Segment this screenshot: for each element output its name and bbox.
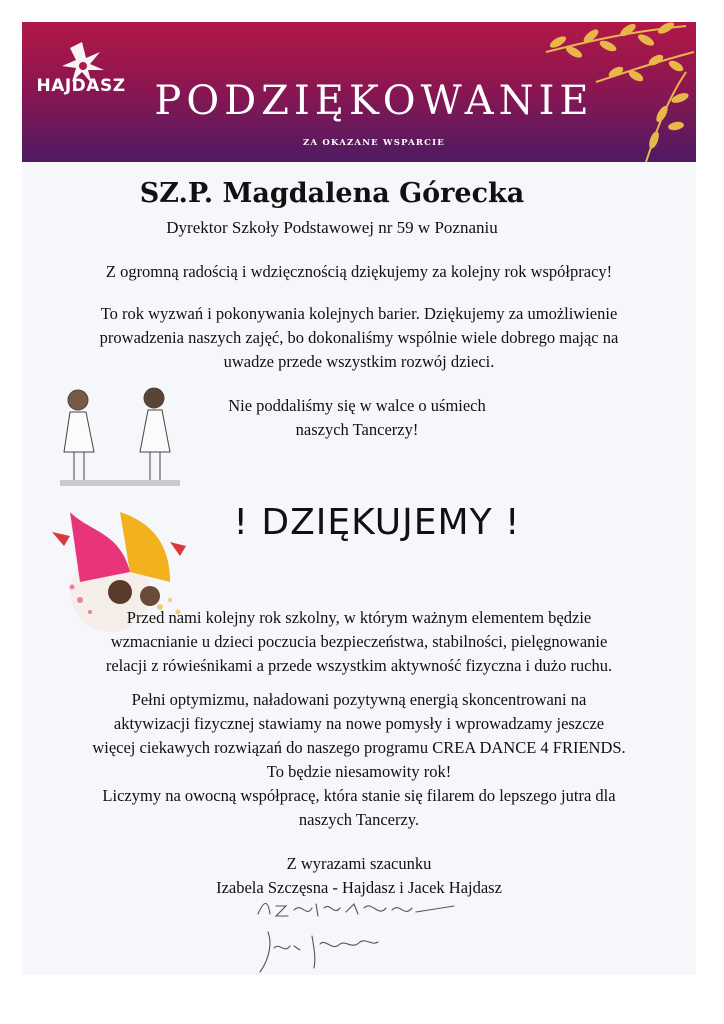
- paragraph-2: [42, 302, 676, 374]
- text-line: więcej ciekawych rozwiązań do naszego programu CREA DANCE 4 FRIENDS.: [92, 738, 626, 757]
- text-line: Przed nami kolejny rok szkolny, w którym ważnym elementem będzie: [126, 608, 592, 627]
- text-line: uwadze przede wszystkim rozwój dzieci.: [223, 352, 495, 371]
- recipient-role: Dyrektor Szkoły Podstawowej nr 59 w Poznaniu: [166, 218, 498, 237]
- text-line: aktywizacji fizycznej stawiamy na nowe pomysły i wprowadzamy jeszcze: [113, 714, 605, 733]
- text-line: naszych Tancerzy!: [295, 420, 419, 439]
- text-line: prowadzenia naszych zajęć, bo dokonaliśmy wspólnie wiele dobrego mając na: [99, 328, 619, 347]
- closing: [142, 852, 576, 900]
- paragraph-5: [42, 688, 676, 832]
- paragraph-1: [42, 260, 676, 284]
- thanks-heading: ! DZIĘKUJEMY !: [233, 502, 521, 543]
- header-banner: [22, 22, 696, 162]
- text-line: Liczymy na owocną współpracę, która stanie się filarem do lepszego jutra dla: [102, 786, 616, 805]
- signature-jacek: [254, 928, 384, 976]
- regards-text: Z wyrazami szacunku: [286, 854, 432, 873]
- text-line: To będzie niesamowity rok!: [266, 762, 452, 781]
- banner-title: PODZIĘKOWANIE: [154, 78, 594, 124]
- signers-text: Izabela Szczęsna - Hajdasz i Jacek Hajdasz: [216, 878, 502, 897]
- banner-subtitle: ZA OKAZANE WSPARCIE: [303, 138, 445, 148]
- paragraph-4: [42, 606, 676, 678]
- text-line: Z ogromną radością i wdzięcznością dziękujemy za kolejny rok współpracy!: [105, 262, 613, 281]
- text-line: wzmacnianie u dzieci poczucia bezpieczeństwa, stabilności, pielęgnowanie: [110, 632, 608, 651]
- paragraph-3: [172, 394, 542, 442]
- text-line: relacji z rówieśnikami a przede wszystkim aktywność fizyczna i dużo ruchu.: [105, 656, 613, 675]
- signature-izabela: [254, 896, 464, 922]
- text-line: naszych Tancerzy.: [298, 810, 420, 829]
- letter-page: [22, 22, 696, 975]
- logo-text: HAJDASZ: [36, 76, 126, 96]
- text-line: To rok wyzwań i pokonywania kolejnych barier. Dziękujemy za umożliwienie: [100, 304, 618, 323]
- golden-leaves-icon: [536, 22, 696, 162]
- recipient-name: SZ.P. Magdalena Górecka: [139, 178, 525, 209]
- text-line: Pełni optymizmu, naładowani pozytywną energią skoncentrowani na: [131, 690, 587, 709]
- text-line: Nie poddaliśmy się w walce o uśmiech: [228, 396, 486, 415]
